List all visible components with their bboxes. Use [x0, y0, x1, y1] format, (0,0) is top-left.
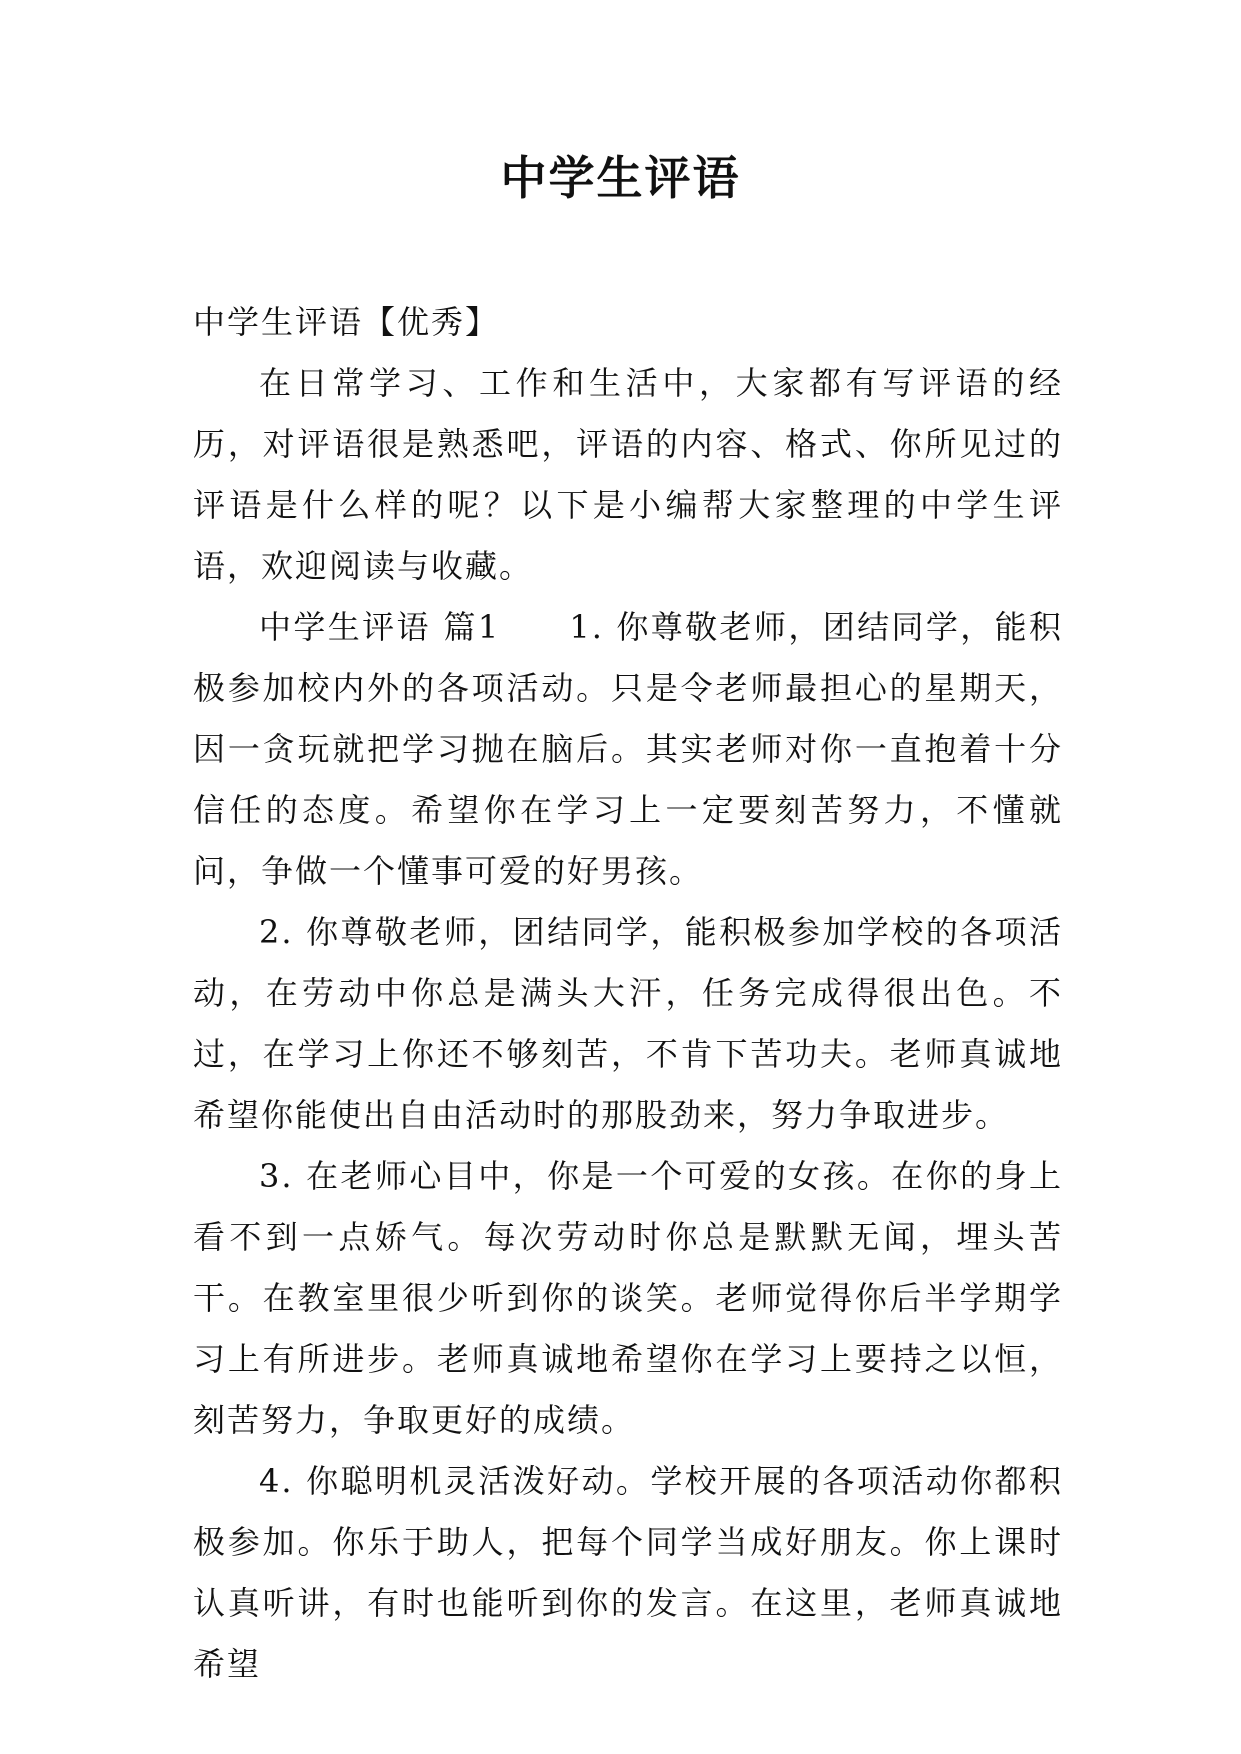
- document-title: 中学生评语: [500, 151, 741, 205]
- paragraph-intro: 在日常学习、工作和生活中，大家都有写评语的经历，对评语很是熟悉吧，评语的内容、格式、你所见过的评语是什么样的呢？以下是小编帮大家整理的中学生评语，欢迎阅读与收藏。: [193, 364, 1063, 585]
- paragraph-comment-1: 中学生评语 篇1 1. 你尊敬老师，团结同学，能积极参加校内外的各项活动。只是令老师最担心的星期天，因一贪玩就把学习抛在脑后。其实老师对你一直抱着十分信任的态度。希望你在学习上一定要刻苦努力，不懂就问，争做一个懂事可爱的好男孩。: [193, 608, 1063, 890]
- paragraph-comment-3: 3. 在老师心目中，你是一个可爱的女孩。在你的身上看不到一点娇气。每次劳动时你总是默默无闻，埋头苦干。在教室里很少听到你的谈笑。老师觉得你后半学期学习上有所进步。老师真诚地希望你在学习上要持之以恒，刻苦努力，争取更好的成绩。: [193, 1157, 1063, 1439]
- paragraph-comment-4: 4. 你聪明机灵活泼好动。学校开展的各项活动你都积极参加。你乐于助人，把每个同学当成好朋友。你上课时认真听讲，有时也能听到你的发言。在这里，老师真诚地希望: [193, 1462, 1063, 1683]
- document-body: [193, 292, 1063, 1695]
- document-subtitle: 中学生评语【优秀】: [193, 303, 500, 341]
- paragraph-comment-2: 2. 你尊敬老师，团结同学，能积极参加学校的各项活动，在劳动中你总是满头大汗，任务完成得很出色。不过，在学习上你还不够刻苦，不肯下苦功夫。老师真诚地希望你能使出自由活动时的那股劲来，努力争取进步。: [193, 913, 1063, 1134]
